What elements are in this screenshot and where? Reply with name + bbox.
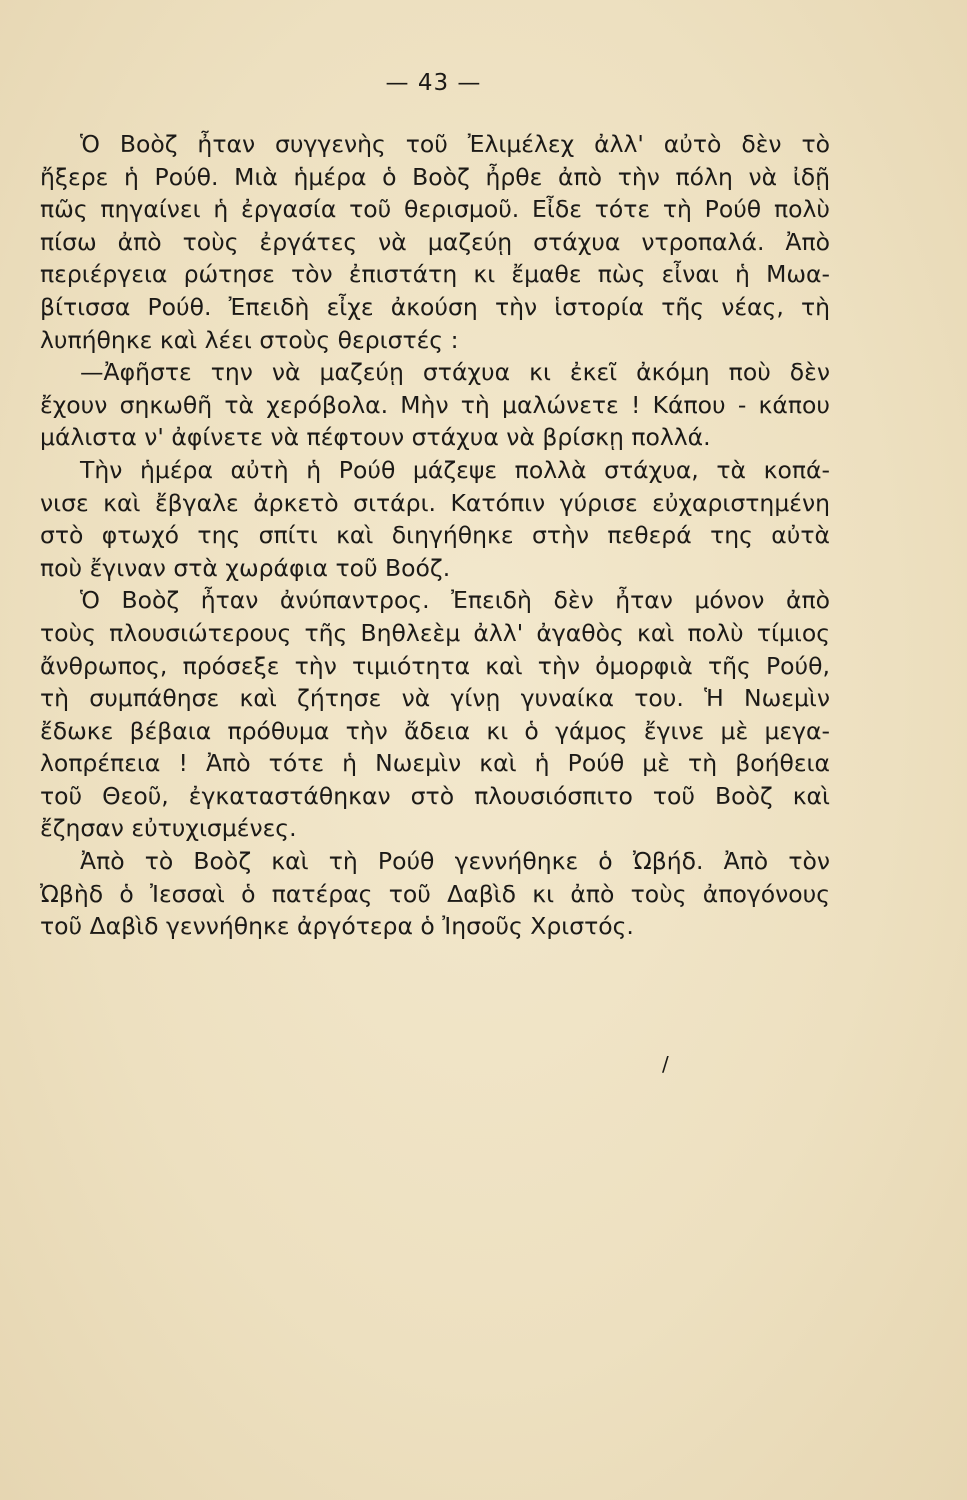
text-line: πίσω ἀπὸ τοὺς ἐργάτες νὰ μαζεύῃ στάχυα ντροπαλά. Ἀπὸ [40,227,830,256]
body-text [40,128,830,943]
text-line: πῶς πηγαίνει ἡ ἐργασία τοῦ θερισμοῦ. Εἶδε τότε τὴ Ρούθ πολὺ [40,195,830,224]
text-line: περιέργεια ρώτησε τὸν ἐπιστάτη κι ἔμαθε πὼς εἶναι ἡ Μωα- [40,260,830,289]
text-line: ἔζησαν εὐτυχισμένες. [40,814,297,843]
text-line: νισε καὶ ἔβγαλε ἀρκετὸ σιτάρι. Κατόπιν γύρισε εὐχαριστημένη [40,488,830,517]
text-line: τοῦ Δαβὶδ γεννήθηκε ἀργότερα ὁ Ἰησοῦς Χριστός. [40,912,634,941]
text-line: ποὺ ἔγιναν στὰ χωράφια τοῦ Βοόζ. [40,553,451,582]
text-line: βίτισσα Ρούθ. Ἐπειδὴ εἶχε ἀκούση τὴν ἱστορία τῆς νέας, τὴ [40,292,830,321]
text-line: μάλιστα ν' ἀφίνετε νὰ πέφτουν στάχυα νὰ βρίσκῃ πολλά. [40,423,711,452]
page-number: — 43 — [385,70,482,96]
text-line: Ὁ Βοὸζ ἦταν συγγενὴς τοῦ Ἐλιμέλεχ ἀλλ' αὐτὸ δὲν τὸ [80,130,830,158]
text-line: Ἀπὸ τὸ Βοὸζ καὶ τὴ Ρούθ γεννήθηκε ὁ Ὠβήδ. Ἀπὸ τὸν [80,847,830,876]
text-line: Τὴν ἡμέρα αὐτὴ ἡ Ρούθ μάζεψε πολλὰ στάχυα, τὰ κοπά- [80,455,830,484]
text-line: τοὺς πλουσιώτερους τῆς Βηθλεὲμ ἀλλ' ἀγαθὸς καὶ πολὺ τίμιος [40,618,830,647]
text-line: ἤξερε ἡ Ρούθ. Μιὰ ἡμέρα ὁ Βοὸζ ἦρθε ἀπὸ τὴν πόλη νὰ ἰδῇ [40,162,830,191]
text-line: λοπρέπεια ! Ἀπὸ τότε ἡ Νωεμὶν καὶ ἡ Ρούθ μὲ τὴ βοήθεια [40,749,830,778]
stray-mark: / [662,1052,669,1076]
text-line: ἄνθρωπος, πρόσεξε τὴν τιμιότητα καὶ τὴν ὀμορφιὰ τῆς Ρούθ, [40,651,830,680]
text-line: ἔδωκε βέβαια πρόθυμα τὴν ἄδεια κι ὁ γάμος ἔγινε μὲ μεγα- [40,716,830,745]
text-line: Ὠβὴδ ὁ Ἰεσσαὶ ὁ πατέρας τοῦ Δαβὶδ κι ἀπὸ τοὺς ἀπογόνους [40,879,830,908]
text-line: τὴ συμπάθησε καὶ ζήτησε νὰ γίνῃ γυναίκα του. Ἡ Νωεμὶν [40,684,830,713]
text-line: —Ἀφῆστε την νὰ μαζεύῃ στάχυα κι ἐκεῖ ἀκόμη ποὺ δὲν [80,358,830,387]
text-line: στὸ φτωχό της σπίτι καὶ διηγήθηκε στὴν πεθερά της αὐτὰ [40,521,830,550]
text-line: λυπήθηκε καὶ λέει στοὺς θεριστές : [40,325,459,354]
text-line: Ὁ Βοὸζ ἦταν ἀνύπαντρος. Ἐπειδὴ δὲν ἦταν μόνον ἀπὸ [80,586,830,615]
text-line: ἔχουν σηκωθῆ τὰ χερόβολα. Μὴν τὴ μαλώνετε ! Κάπου - κάπου [40,390,830,419]
text-line: τοῦ Θεοῦ, ἐγκαταστάθηκαν στὸ πλουσιόσπιτο τοῦ Βοὸζ καὶ [40,781,830,810]
